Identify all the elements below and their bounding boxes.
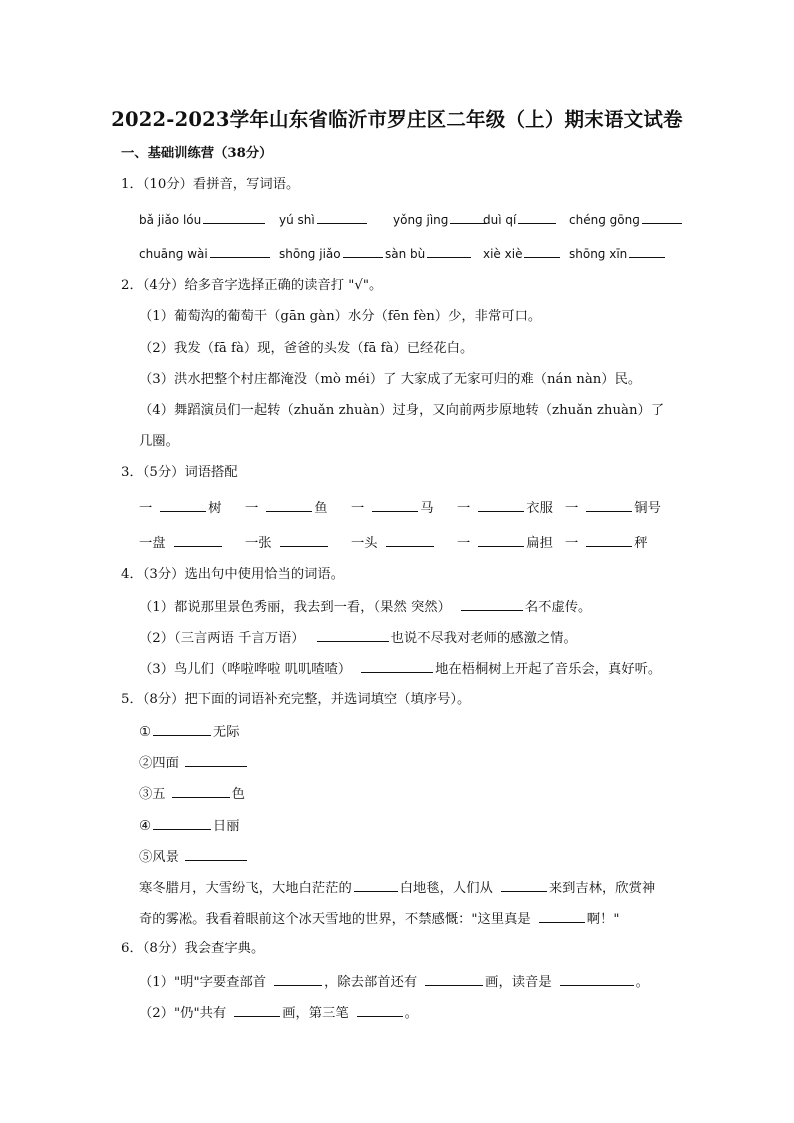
measure-prefix: 一张 (245, 536, 272, 551)
answer-blank[interactable] (185, 753, 247, 767)
answer-blank[interactable] (478, 533, 524, 547)
noun: 树 (208, 501, 222, 516)
answer-blank[interactable] (386, 533, 434, 547)
idiom-prefix: ③五 (139, 787, 166, 802)
answer-blank[interactable] (357, 1003, 403, 1017)
answer-blank[interactable] (524, 244, 560, 258)
sentence-part: 画，第三笔 (282, 1006, 349, 1021)
pinyin-item: shōnɡ xīn (569, 247, 628, 261)
page-title: 2022-2023学年山东省临沂市罗庄区二年级（上）期末语文试卷 (111, 108, 683, 131)
answer-blank[interactable] (343, 244, 383, 258)
noun: 扁担 (526, 536, 553, 551)
measure-prefix: 一 (565, 501, 579, 516)
answer-blank[interactable] (172, 784, 230, 798)
answer-blank[interactable] (642, 210, 682, 224)
answer-blank[interactable] (234, 1003, 280, 1017)
sentence-part: 。 (635, 975, 649, 990)
pinyin-item: bǎ jiǎo lóu (139, 213, 202, 227)
sentence-part: 也说不尽我对老师的感激之情。 (390, 631, 577, 646)
sentence-part: （2）"仍"共有 (139, 1006, 227, 1021)
question-2-item-cont: 几圈。 (139, 434, 179, 449)
pinyin-item: chuānɡ wài (139, 247, 208, 261)
idiom-item (139, 784, 245, 804)
answer-blank[interactable] (185, 847, 247, 861)
fill-paragraph-line-2 (139, 909, 619, 929)
answer-blank[interactable] (153, 816, 211, 830)
pinyin-item: yú shì (279, 213, 315, 227)
idiom-item (139, 847, 249, 867)
idiom-prefix: ④ (139, 819, 151, 834)
question-1-stem: 1．（10分）看拼音，写词语。 (121, 177, 300, 192)
measure-prefix: 一 (565, 536, 579, 551)
answer-blank[interactable] (461, 597, 523, 611)
noun: 马 (420, 501, 434, 516)
idiom-suffix: 色 (231, 787, 245, 802)
sentence-part: （3）鸟儿们（哗啦哗啦 叽叽喳喳） (139, 662, 352, 677)
pinyin-item: sàn bù (385, 247, 426, 261)
question-4-item (139, 659, 661, 679)
question-4-item (139, 597, 591, 617)
sentence-part: 名不虚传。 (524, 600, 592, 615)
measure-prefix: 一 (245, 501, 259, 516)
question-5-stem: 5．（8分）把下面的词语补充完整，并选词填空（填序号）。 (121, 692, 471, 707)
answer-blank[interactable] (317, 628, 389, 642)
question-6-item (139, 1003, 418, 1023)
sentence-part: 啊！" (586, 912, 620, 927)
pinyin-item: xiè xiè (483, 247, 523, 261)
measure-prefix: 一 (139, 501, 153, 516)
measure-prefix: 一头 (351, 536, 378, 551)
pinyin-item: yǒnɡ jìnɡ (393, 213, 449, 227)
answer-blank[interactable] (317, 210, 367, 224)
question-2-item: （2）我发（fā fà）现，爸爸的头发（fā fà）已经花白。 (139, 341, 474, 356)
idiom-prefix: ②四面 (139, 756, 179, 771)
question-4-item (139, 628, 577, 648)
noun: 铜号 (634, 501, 661, 516)
answer-blank[interactable] (210, 244, 270, 258)
sentence-part: 画，读音是 (485, 975, 552, 990)
answer-blank[interactable] (478, 498, 524, 512)
noun: 鱼 (314, 501, 328, 516)
measure-prefix: 一 (457, 501, 471, 516)
answer-blank[interactable] (518, 210, 556, 224)
sentence-part: ，除去部首还有 (324, 975, 418, 990)
answer-blank[interactable] (354, 878, 398, 892)
sentence-part: 来到吉林，欣赏神 (548, 881, 656, 896)
question-6-item (139, 972, 649, 992)
answer-blank[interactable] (501, 878, 547, 892)
question-3-stem: 3．（5分）词语搭配 (121, 465, 238, 480)
sentence-part: 地在梧桐树上开起了音乐会，真好听。 (435, 662, 662, 677)
question-2-stem: 2．（4分）给多音字选择正确的读音打 "√"。 (121, 278, 383, 293)
idiom-prefix: ⑤风景 (139, 850, 179, 865)
sentence-part: （2）（三言两语 千言万语） (139, 631, 305, 646)
answer-blank[interactable] (586, 533, 632, 547)
answer-blank[interactable] (629, 244, 665, 258)
answer-blank[interactable] (372, 498, 418, 512)
question-2-item: （4）舞蹈演员们一起转（zhuǎn zhuàn）过身，又向前两步原地转（zhuǎn zhuàn）了 (139, 403, 665, 418)
answer-blank[interactable] (174, 533, 222, 547)
noun: 衣服 (526, 501, 553, 516)
sentence-part: 寒冬腊月，大雪纷飞，大地白茫茫的 (139, 881, 352, 896)
answer-blank[interactable] (427, 244, 471, 258)
idiom-item (139, 753, 249, 773)
answer-blank[interactable] (586, 498, 632, 512)
question-2-item: （1）葡萄沟的葡萄干（gān gàn）水分（fēn fèn）少，非常可口。 (139, 309, 542, 324)
sentence-part: 白地毯，人们从 (399, 881, 493, 896)
answer-blank[interactable] (425, 972, 483, 986)
idiom-item (139, 816, 240, 836)
question-2-item: （3）洪水把整个村庄都淹没（mò méi）了 大家成了无家可归的难（nán nàn）民。 (139, 372, 642, 387)
pinyin-item: chénɡ gōnɡ (569, 213, 640, 227)
noun: 秤 (634, 536, 648, 551)
answer-blank[interactable] (450, 210, 486, 224)
answer-blank[interactable] (266, 498, 312, 512)
answer-blank[interactable] (539, 909, 585, 923)
measure-prefix: 一盘 (139, 536, 166, 551)
answer-blank[interactable] (203, 210, 265, 224)
question-6-stem: 6．（8分）我会查字典。 (121, 941, 265, 956)
sentence-part: 。 (404, 1006, 418, 1021)
sentence-part: （1）都说那里景色秀丽，我去到一看，（果然 突然） (139, 600, 451, 615)
section-heading: 一、基础训练营（38分） (121, 146, 273, 161)
pinyin-item: duì qí (483, 213, 517, 227)
answer-blank[interactable] (274, 972, 322, 986)
answer-blank[interactable] (153, 722, 211, 736)
question-4-stem: 4．（3分）选出句中使用恰当的词语。 (121, 567, 345, 582)
idiom-prefix: ① (139, 725, 151, 740)
fill-paragraph-line-1 (139, 878, 655, 898)
idiom-suffix: 日丽 (212, 819, 240, 834)
idiom-item (139, 722, 240, 742)
measure-prefix: 一 (457, 536, 471, 551)
sentence-part: （1）"明"字要查部首 (139, 975, 267, 990)
sentence-part: 奇的雾凇。我看着眼前这个冰天雪地的世界，不禁感慨："这里真是 (139, 912, 531, 927)
measure-prefix: 一 (351, 501, 365, 516)
pinyin-item: shōnɡ jiǎo (279, 247, 341, 261)
answer-blank[interactable] (160, 498, 206, 512)
answer-blank[interactable] (560, 972, 634, 986)
idiom-suffix: 无际 (212, 725, 240, 740)
answer-blank[interactable] (280, 533, 328, 547)
answer-blank[interactable] (361, 659, 433, 673)
